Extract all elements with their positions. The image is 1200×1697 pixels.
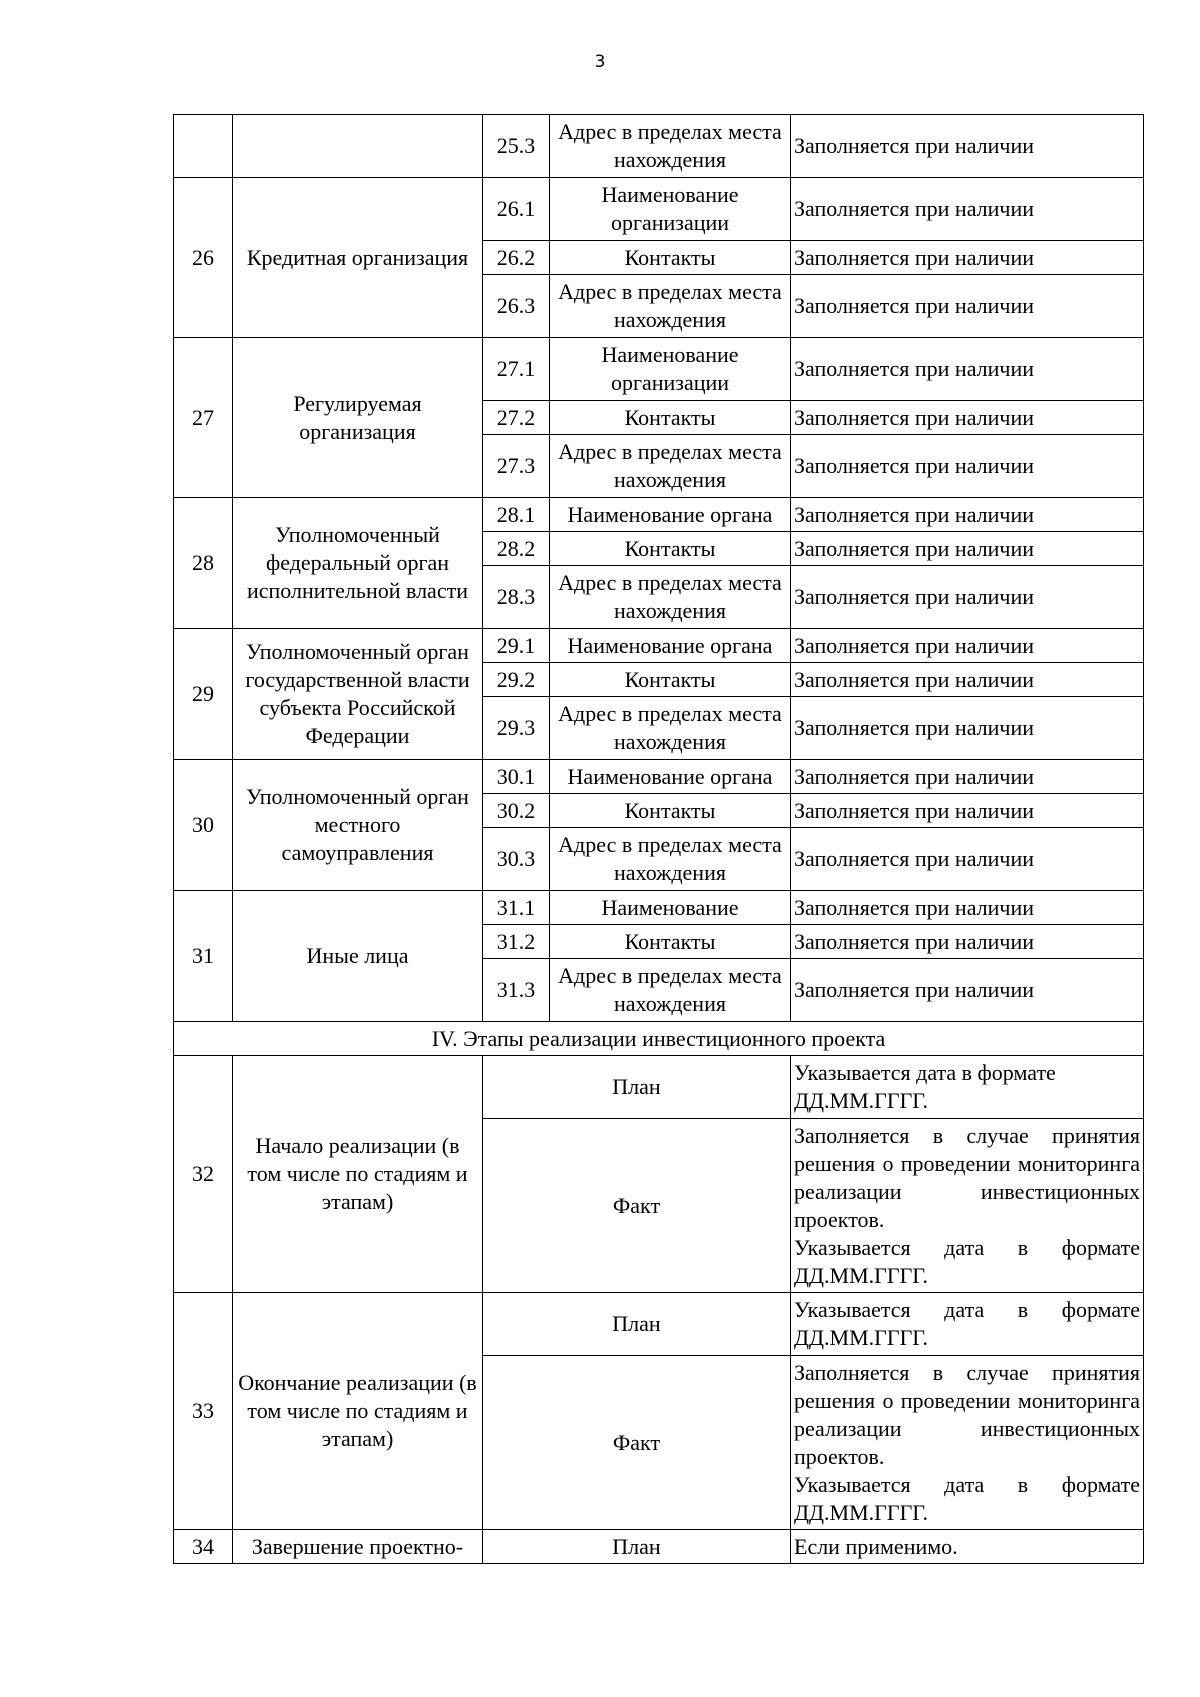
table-row	[174, 1530, 1144, 1564]
sub-fill: Заполняется при наличии	[791, 959, 1144, 1022]
sub-fill: Заполняется при наличии	[791, 891, 1144, 925]
row-number: 29	[174, 629, 233, 760]
fact-label: Факт	[483, 1119, 791, 1293]
sub-number: 30.3	[483, 828, 550, 891]
sub-name: Наименование органа	[550, 760, 791, 794]
sub-name: Наименование организации	[550, 178, 791, 241]
sub-name: Наименование организации	[550, 338, 791, 401]
sub-name: Адрес в пределах места нахождения	[550, 697, 791, 760]
table-row	[174, 1022, 1144, 1056]
plan-text: Если применимо.	[791, 1530, 1144, 1564]
plan-text: Указывается дата в формате ДД.ММ.ГГГГ.	[791, 1056, 1144, 1119]
sub-fill: Заполняется при наличии	[791, 115, 1144, 178]
row-name: Завершение проектно-	[233, 1530, 483, 1564]
sub-name: Адрес в пределах места нахождения	[550, 115, 791, 178]
sub-fill: Заполняется при наличии	[791, 338, 1144, 401]
table-row	[174, 178, 1144, 241]
sub-number: 29.1	[483, 629, 550, 663]
fact-text-line: Указывается дата в формате ДД.ММ.ГГГГ.	[794, 1234, 1140, 1288]
sub-number: 26.1	[483, 178, 550, 241]
sub-name: Адрес в пределах места нахождения	[550, 566, 791, 629]
fact-text-line: Заполняется в случае принятия решения о проведении мониторинга реализации инвестиционных проектов.	[794, 1122, 1140, 1232]
row-number: 26	[174, 178, 233, 338]
sub-fill: Заполняется при наличии	[791, 275, 1144, 338]
sub-number: 31.2	[483, 925, 550, 959]
row-name: Уполномоченный орган государственной власти субъекта Российской Федерации	[233, 629, 483, 760]
sub-number: 28.2	[483, 532, 550, 566]
sub-number: 26.3	[483, 275, 550, 338]
sub-fill: Заполняется при наличии	[791, 925, 1144, 959]
sub-name: Адрес в пределах места нахождения	[550, 959, 791, 1022]
sub-fill: Заполняется при наличии	[791, 532, 1144, 566]
sub-fill: Заполняется при наличии	[791, 629, 1144, 663]
row-name: Окончание реализации (в том числе по стадиям и этапам)	[233, 1293, 483, 1530]
sub-fill: Заполняется при наличии	[791, 566, 1144, 629]
row-number: 33	[174, 1293, 233, 1530]
sub-number: 27.3	[483, 435, 550, 498]
sub-name: Адрес в пределах места нахождения	[550, 275, 791, 338]
sub-fill: Заполняется при наличии	[791, 435, 1144, 498]
sub-name: Контакты	[550, 241, 791, 275]
row-number: 28	[174, 498, 233, 629]
sub-name: Контакты	[550, 532, 791, 566]
row-name: Уполномоченный орган местного самоуправления	[233, 760, 483, 891]
row-number-cell	[174, 115, 233, 178]
table-row	[174, 1293, 1144, 1356]
plan-label: План	[483, 1530, 791, 1564]
sub-fill: Заполняется при наличии	[791, 663, 1144, 697]
sub-name: Контакты	[550, 401, 791, 435]
row-name: Регулируемая организация	[233, 338, 483, 498]
sub-number: 28.3	[483, 566, 550, 629]
section-heading: IV. Этапы реализации инвестиционного проекта	[174, 1022, 1144, 1056]
sub-name: Наименование органа	[550, 629, 791, 663]
fact-text	[791, 1119, 1144, 1293]
sub-fill: Заполняется при наличии	[791, 828, 1144, 891]
row-number: 31	[174, 891, 233, 1022]
table-row	[174, 1056, 1144, 1119]
sub-fill: Заполняется при наличии	[791, 401, 1144, 435]
sub-number: 27.1	[483, 338, 550, 401]
sub-number: 31.3	[483, 959, 550, 1022]
sub-number: 28.1	[483, 498, 550, 532]
sub-fill: Заполняется при наличии	[791, 794, 1144, 828]
row-name: Уполномоченный федеральный орган исполнительной власти	[233, 498, 483, 629]
sub-number: 30.1	[483, 760, 550, 794]
fact-text-line: Заполняется в случае принятия решения о проведении мониторинга реализации инвестиционных проектов.	[794, 1359, 1140, 1469]
sub-name: Адрес в пределах места нахождения	[550, 435, 791, 498]
table-row	[174, 760, 1144, 794]
row-name-cell	[233, 115, 483, 178]
table-row	[174, 115, 1144, 178]
sub-name: Наименование органа	[550, 498, 791, 532]
sub-number: 29.2	[483, 663, 550, 697]
row-number: 32	[174, 1056, 233, 1293]
sub-number: 30.2	[483, 794, 550, 828]
sub-name: Контакты	[550, 663, 791, 697]
plan-label: План	[483, 1293, 791, 1356]
sub-name: Контакты	[550, 925, 791, 959]
plan-label: План	[483, 1056, 791, 1119]
sub-fill: Заполняется при наличии	[791, 241, 1144, 275]
sub-name: Адрес в пределах места нахождения	[550, 828, 791, 891]
row-name: Начало реализации (в том числе по стадиям и этапам)	[233, 1056, 483, 1293]
fact-text	[791, 1356, 1144, 1530]
sub-number: 31.1	[483, 891, 550, 925]
row-number: 27	[174, 338, 233, 498]
fact-label: Факт	[483, 1356, 791, 1530]
sub-number: 29.3	[483, 697, 550, 760]
row-number: 30	[174, 760, 233, 891]
fact-text-line: Указывается дата в формате ДД.ММ.ГГГГ.	[794, 1471, 1140, 1525]
row-number: 34	[174, 1530, 233, 1564]
sub-name: Наименование	[550, 891, 791, 925]
page-number: 3	[594, 52, 606, 72]
table-row	[174, 891, 1144, 925]
plan-text: Указывается дата в формате ДД.ММ.ГГГГ.	[791, 1293, 1144, 1356]
table-row	[174, 629, 1144, 663]
sub-number: 27.2	[483, 401, 550, 435]
sub-fill: Заполняется при наличии	[791, 697, 1144, 760]
sub-name: Контакты	[550, 794, 791, 828]
sub-fill: Заполняется при наличии	[791, 498, 1144, 532]
row-name: Кредитная организация	[233, 178, 483, 338]
table-row	[174, 338, 1144, 401]
sub-number: 26.2	[483, 241, 550, 275]
table-row	[174, 498, 1144, 532]
sub-fill: Заполняется при наличии	[791, 760, 1144, 794]
sub-fill: Заполняется при наличии	[791, 178, 1144, 241]
investment-project-table	[173, 114, 1144, 1564]
row-name: Иные лица	[233, 891, 483, 1022]
sub-number: 25.3	[483, 115, 550, 178]
